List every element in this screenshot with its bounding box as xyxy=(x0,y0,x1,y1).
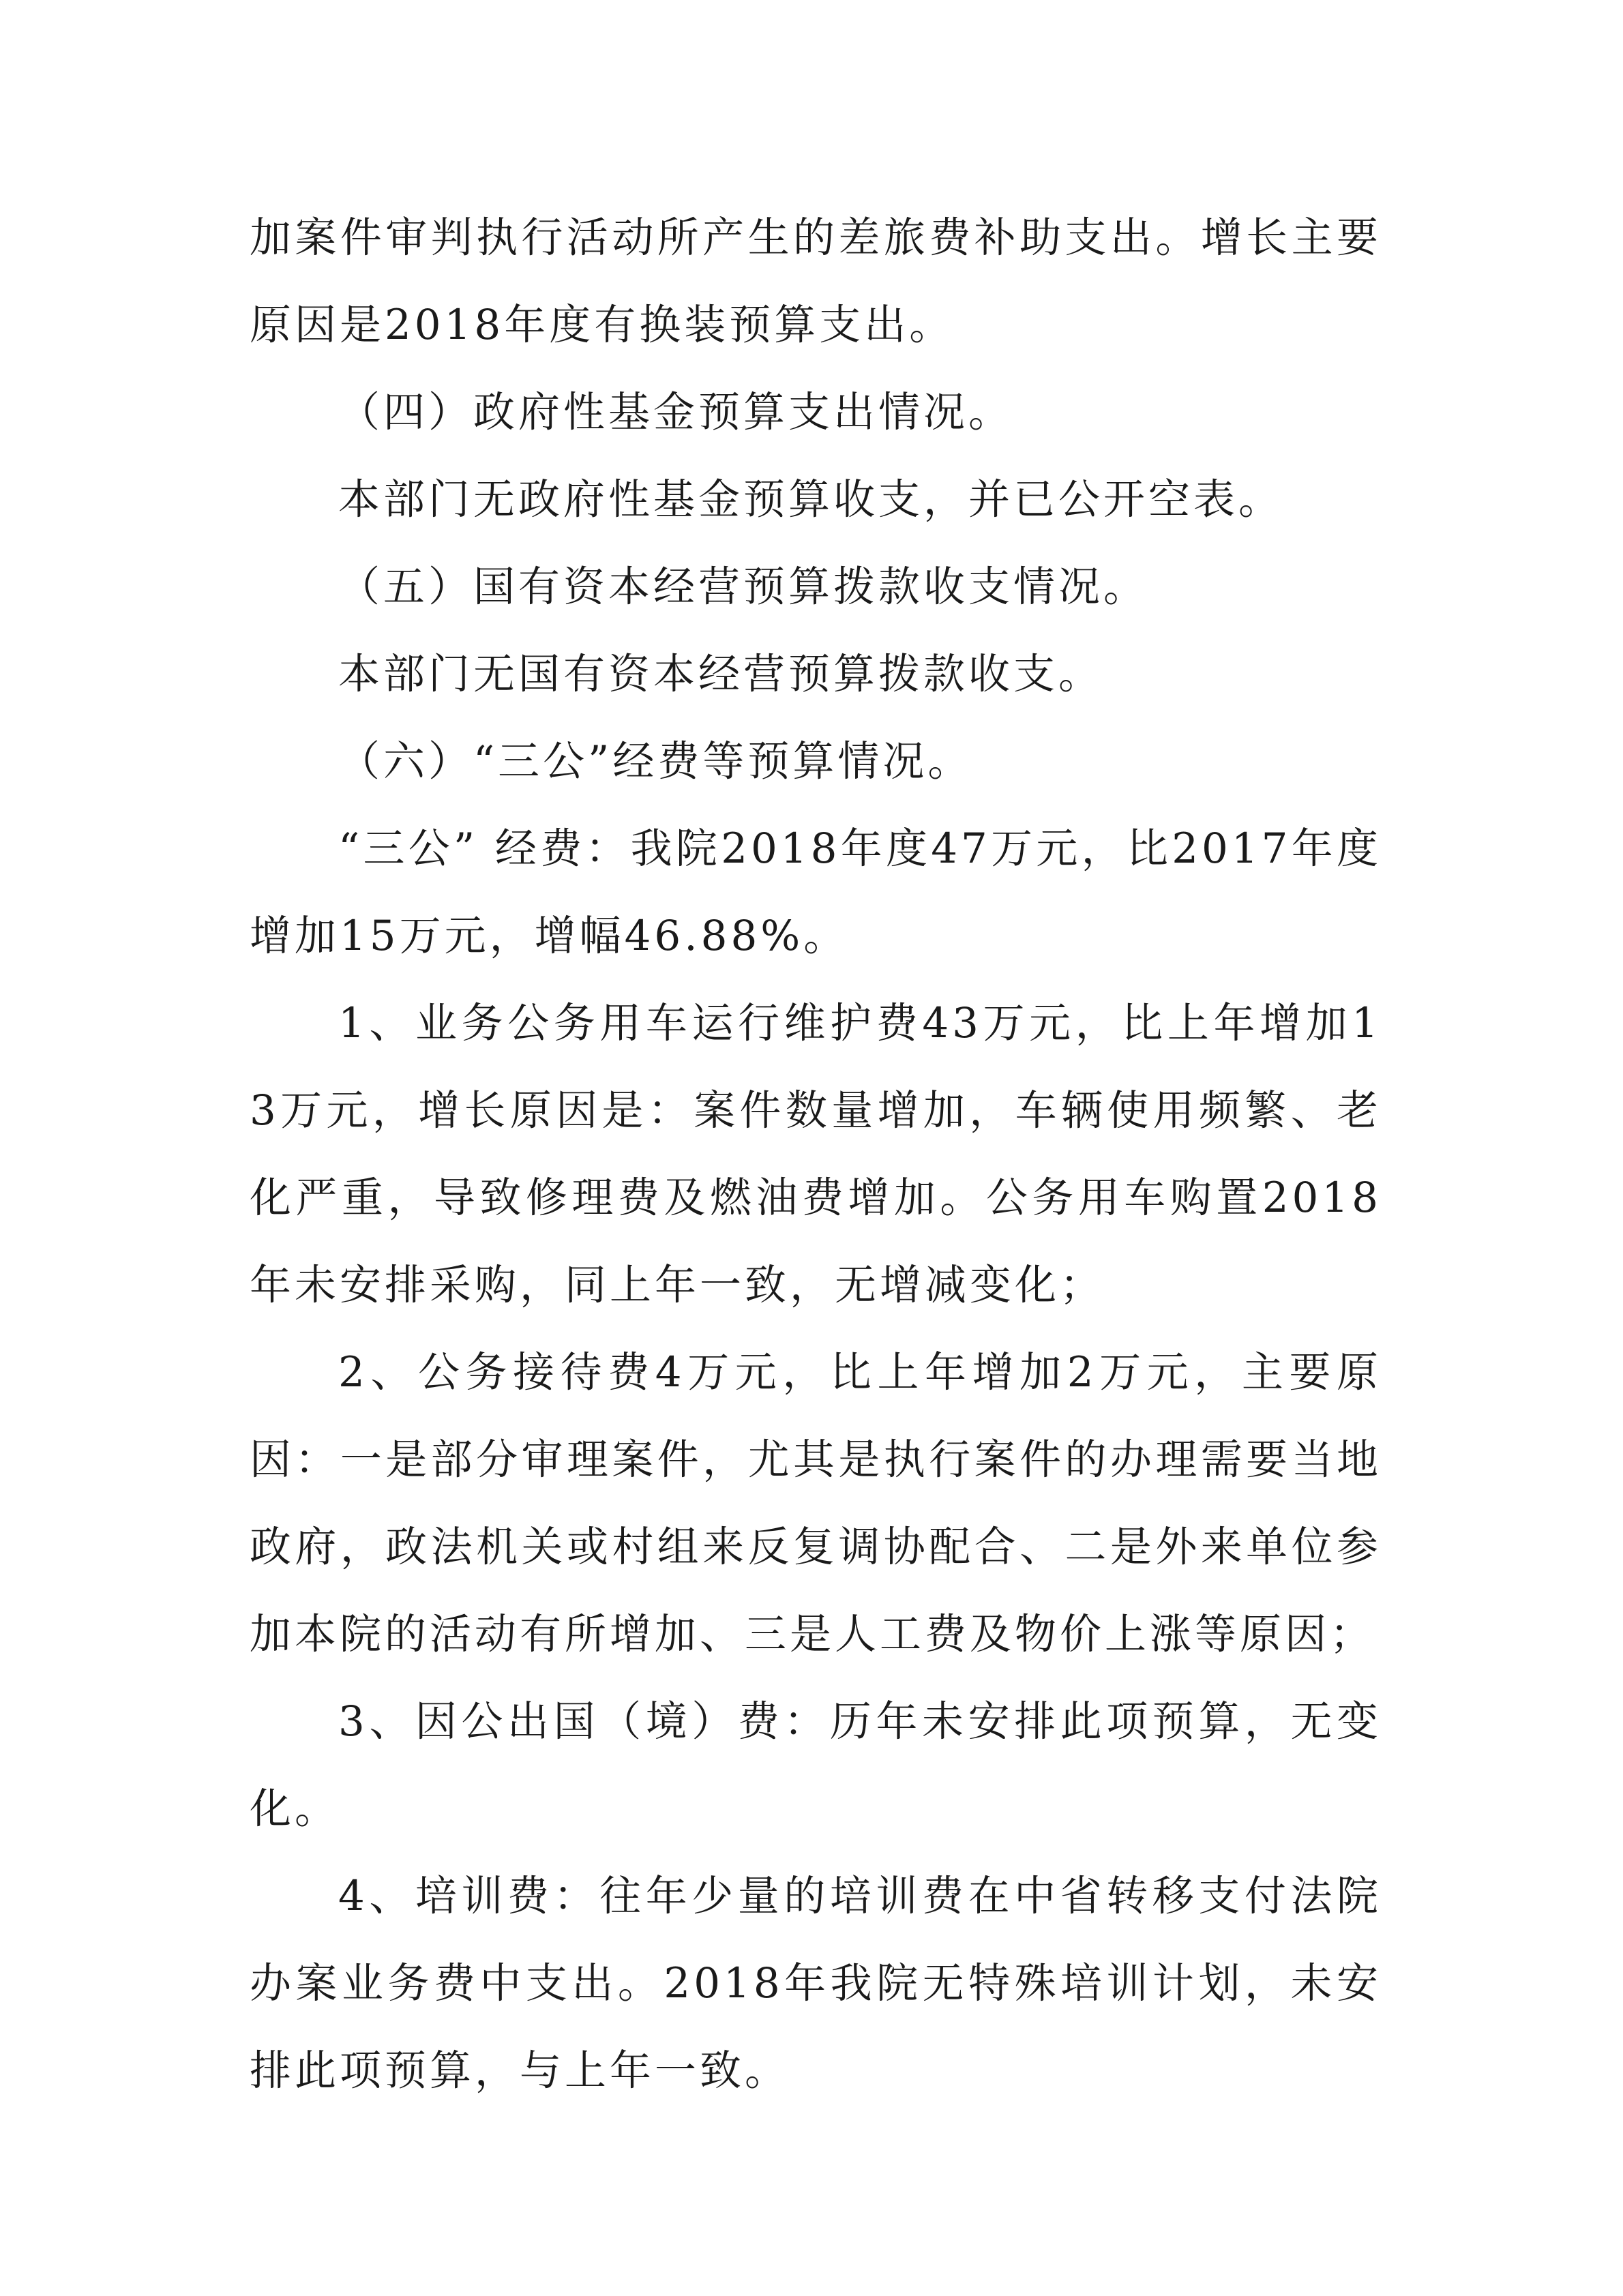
paragraph-travel-expense: 加案件审判执行活动所产生的差旅费补助支出。增长主要原因是2018年度有换装预算支出。 xyxy=(250,213,1382,349)
document-body xyxy=(250,194,1382,2115)
paragraph-government-fund: 本部门无政府性基金预算收支，并已公开空表。 xyxy=(338,475,1284,524)
paragraph-reception-expense: 2、公务接待费4万元，比上年增加2万元，主要原因：一是部分审理案件，尤其是执行案件的办理需要当地政府，政法机关或村组来反复调协配合、二是外来单位参加本院的活动有所增加、三是人工费及物价上涨等原因； xyxy=(250,1348,1382,1658)
heading-government-fund: （四）政府性基金预算支出情况。 xyxy=(338,388,1014,436)
paragraph-training-expense: 4、培训费：往年少量的培训费在中省转移支付法院办案业务费中支出。2018年我院无特殊培训计划，未安排此项预算，与上年一致。 xyxy=(250,1872,1382,2095)
paragraph-overseas-expense: 3、因公出国（境）费：历年未安排此项预算，无变化。 xyxy=(250,1697,1382,1833)
heading-state-capital: （五）国有资本经营预算拨款收支情况。 xyxy=(338,563,1149,611)
paragraph-three-public-summary: “三公” 经费：我院2018年度47万元，比2017年度增加15万元，增幅46.88%。 xyxy=(250,824,1382,960)
paragraph-vehicle-expense: 1、业务公务用车运行维护费43万元，比上年增加13万元，增长原因是：案件数量增加，车辆使用频繁、老化严重，导致修理费及燃油费增加。公务用车购置2018年未安排采购，同上年一致，无增减变化； xyxy=(250,999,1382,1309)
paragraph-state-capital: 本部门无国有资本经营预算拨款收支。 xyxy=(338,650,1104,698)
heading-three-public: （六）“三公”经费等预算情况。 xyxy=(338,737,973,786)
